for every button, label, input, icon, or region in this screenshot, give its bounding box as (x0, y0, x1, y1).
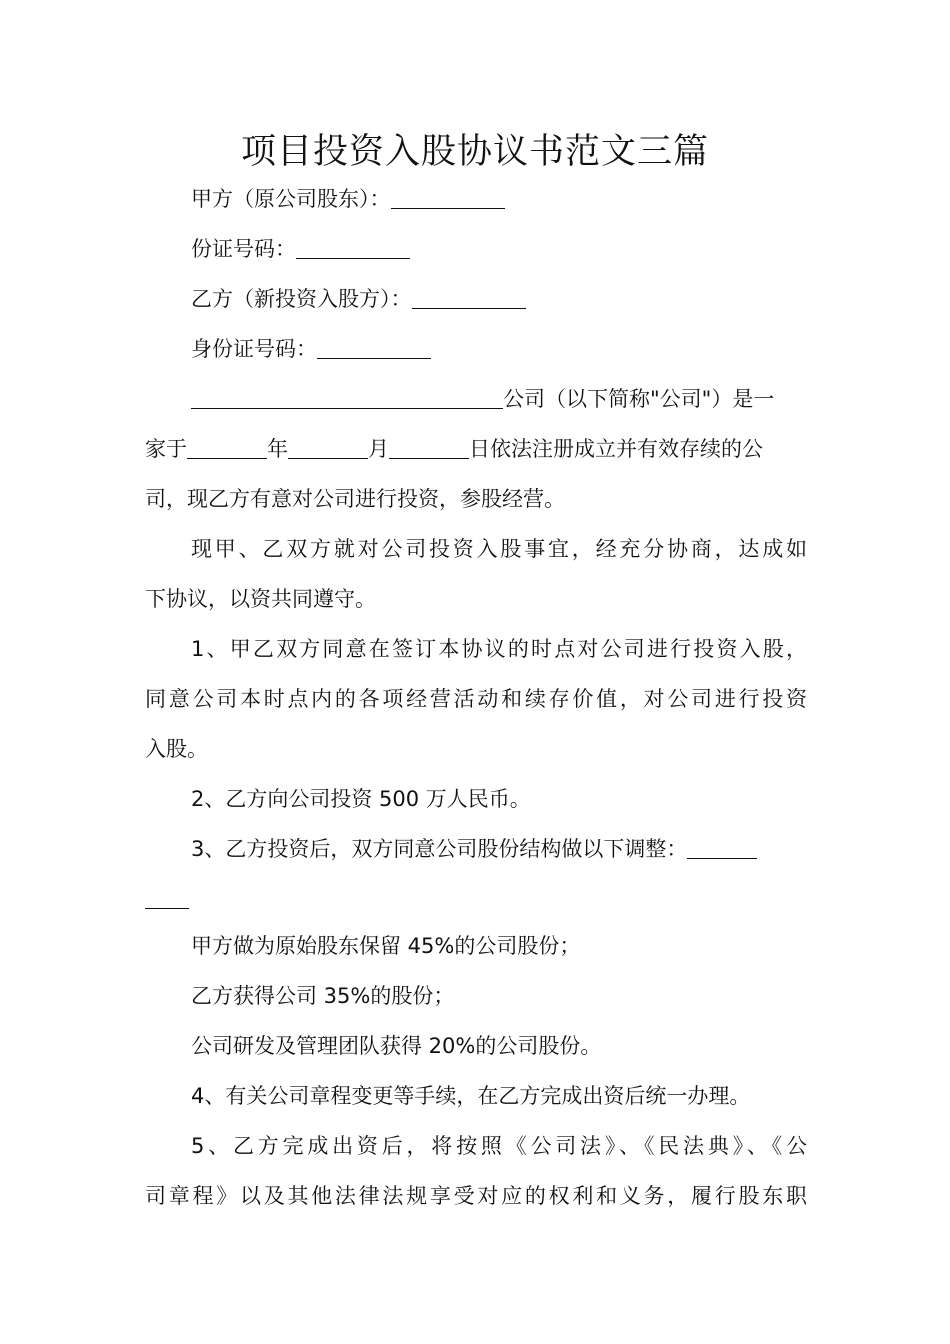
clause-3-blank-continued (145, 883, 807, 915)
paragraph-line (191, 383, 807, 415)
company-name-blank (191, 384, 503, 409)
party-b-blank (412, 284, 526, 309)
party-a-line (191, 183, 807, 215)
paragraph-line (145, 433, 807, 465)
document-title: 项目投资入股协议书范文三篇 (240, 132, 709, 172)
party-a-label: 甲方（原公司股东）： (191, 187, 391, 211)
paragraph-text: 家于 (145, 437, 187, 461)
clause-4-line: 4、有关公司章程变更等手续，在乙方完成出资后统一办理。 (191, 1084, 751, 1108)
clause-1-line: 入股。 (145, 737, 208, 761)
clause-5-line: 5、乙方完成出资后，将按照《公司法》、《民法典》、《公 (191, 1134, 807, 1158)
party-b-id-blank (317, 334, 431, 359)
party-b-label: 乙方（新投资入股方）： (191, 287, 412, 311)
clause-1-line: 1、甲乙双方同意在签订本协议的时点对公司进行投资入股， (191, 637, 807, 661)
paragraph-text: 日依法注册成立并有效存续的公 (469, 437, 763, 461)
clause-2-line: 2、乙方向公司投资 500 万人民币。 (191, 787, 531, 811)
party-b-line (191, 283, 807, 315)
clause-1-line: 同意公司本时点内的各项经营活动和续存价值，对公司进行投资 (145, 687, 807, 711)
party-a-id-line (191, 233, 807, 265)
paragraph-line: 下协议，以资共同遵守。 (145, 587, 376, 611)
party-b-id-label: 身份证号码： (191, 337, 317, 361)
day-blank (389, 434, 469, 459)
paragraph-line: 司，现乙方有意对公司进行投资，参股经营。 (145, 487, 565, 511)
month-blank (288, 434, 368, 459)
party-a-blank (391, 184, 505, 209)
paragraph-text: 月 (368, 437, 389, 461)
share-item-b: 乙方获得公司 35%的股份； (191, 984, 455, 1008)
clause-3-line (191, 833, 807, 865)
share-item-a: 甲方做为原始股东保留 45%的公司股份； (191, 934, 581, 958)
clause-3-blank-tail (145, 884, 189, 909)
share-item-team: 公司研发及管理团队获得 20%的公司股份。 (191, 1034, 602, 1058)
paragraph-text: 年 (267, 437, 288, 461)
paragraph-line: 现甲、乙双方就对公司投资入股事宜，经充分协商，达成如 (191, 537, 807, 561)
clause-3-text: 3、乙方投资后，双方同意公司股份结构做以下调整： (191, 837, 688, 861)
year-blank (187, 434, 267, 459)
party-b-id-line (191, 333, 807, 365)
party-a-id-blank (296, 234, 410, 259)
party-a-id-label: 份证号码： (191, 237, 296, 261)
paragraph-text: 公司（以下简称"公司"）是一 (503, 387, 775, 411)
clause-5-line: 司章程》以及其他法律法规享受对应的权利和义务，履行股东职 (145, 1184, 807, 1208)
clause-3-blank (687, 834, 757, 859)
